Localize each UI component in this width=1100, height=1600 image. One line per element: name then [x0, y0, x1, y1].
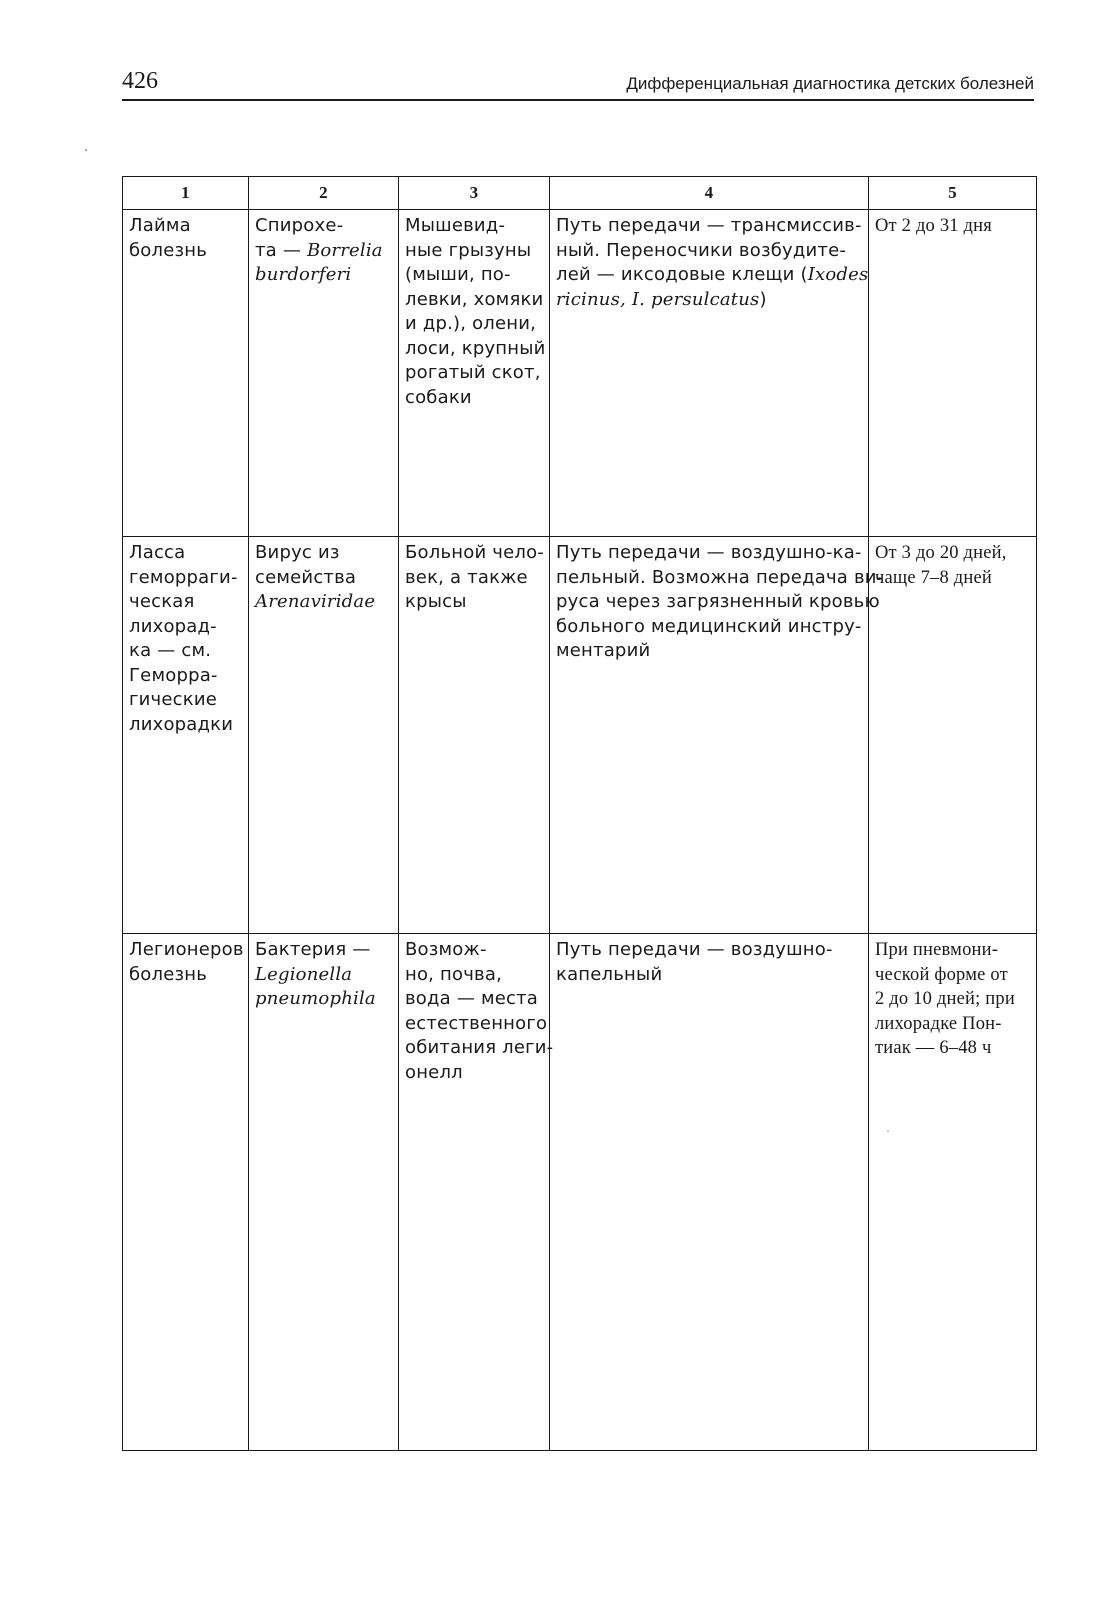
incubation-line: От 3 до 20 дней, — [875, 543, 1007, 563]
transmission-text: Путь передачи — трансмиссив- — [556, 215, 862, 236]
incubation-line: При пневмони- — [875, 940, 999, 960]
disease-line: Лайма — [129, 215, 191, 236]
transmission-text: ) — [759, 288, 767, 310]
transmission-text: ный. Переносчики возбудите- — [556, 239, 847, 261]
source-line: Больной чело- — [405, 542, 544, 563]
transmission-line — [556, 615, 862, 640]
incubation-cell — [869, 210, 1037, 537]
transmission-line — [556, 214, 862, 239]
table-row-lassa-fever — [123, 537, 1037, 934]
agent-latin-name: burdorferi — [255, 264, 352, 285]
transmission-text: капельный — [556, 963, 663, 985]
agent-line — [255, 239, 392, 264]
agent-latin-name: pneumophila — [255, 988, 376, 1009]
source-line: ные грызуны — [405, 239, 532, 261]
vector-latin-name: Ixodes — [807, 264, 869, 285]
source-line: но, почва, — [405, 963, 503, 985]
incubation-line: От 2 до 31 дня — [875, 216, 992, 236]
disease-line: ка — см. — [129, 640, 212, 661]
source-line: (мыши, по- — [405, 264, 511, 285]
transmission-text: лей — иксодовые клещи ( — [556, 264, 808, 285]
transmission-text: больного медицинский инстру- — [556, 615, 862, 637]
disease-line: гические — [129, 689, 218, 710]
source-line: и др.), олени, — [405, 313, 537, 334]
transmission-text: Путь передачи — воздушно- — [556, 939, 833, 960]
transmission-cell — [550, 537, 884, 934]
disease-line: болезнь — [129, 963, 208, 985]
transmission-line — [556, 566, 884, 591]
agent-cell — [249, 934, 399, 1451]
disease-cell — [123, 537, 249, 934]
disease-table — [122, 176, 1037, 1451]
source-line: Мышевид- — [405, 215, 506, 236]
transmission-line — [556, 590, 880, 615]
transmission-cell — [550, 210, 869, 537]
incubation-cell — [869, 934, 1037, 1451]
incubation-line: тиак — 6–48 ч — [875, 1038, 992, 1058]
agent-text: та — — [255, 239, 307, 261]
source-line: обитания леги- — [405, 1037, 554, 1058]
page-header — [122, 66, 1034, 102]
column-header-1: 1 — [123, 177, 249, 210]
agent-line — [255, 541, 392, 566]
table-row-legionnaires-disease — [123, 934, 1037, 1451]
table-row-lyme-disease — [123, 210, 1037, 537]
vector-latin-name: ricinus, I. persulcatus — [556, 288, 760, 310]
incubation-line: лихорадке Пон- — [875, 1013, 1002, 1034]
source-line: Возмож- — [405, 939, 487, 960]
incubation-line: ческой форме от — [875, 964, 1008, 985]
page-number: 426 — [122, 68, 158, 94]
source-cell — [399, 934, 554, 1451]
agent-text: Бактерия — — [255, 939, 371, 960]
agent-line — [255, 566, 392, 591]
agent-line — [255, 214, 392, 239]
transmission-text: руса через загрязненный кровью — [556, 591, 880, 612]
table-header-row — [123, 177, 1037, 210]
source-line: естественного — [405, 1012, 548, 1034]
agent-line — [255, 590, 392, 615]
disease-line: Ласса — [129, 542, 186, 563]
agent-cell — [249, 210, 399, 537]
transmission-line — [556, 288, 862, 313]
disease-line: лихорадки — [129, 713, 234, 735]
agent-line — [255, 938, 392, 963]
agent-line — [255, 987, 392, 1012]
source-line: рогатый скот, — [405, 362, 541, 383]
column-header-2: 2 — [249, 177, 399, 210]
column-header-5: 5 — [869, 177, 1037, 210]
agent-text: Вирус из — [255, 542, 340, 563]
agent-latin-name: Borrelia — [306, 239, 383, 261]
incubation-line: 2 до 10 дней; при — [875, 989, 1015, 1009]
agent-latin-name: Legionella — [255, 963, 353, 985]
disease-line: Геморра- — [129, 664, 218, 686]
source-line: собаки — [405, 386, 472, 408]
incubation-cell — [869, 537, 1037, 934]
source-line: левки, хомяки — [405, 288, 544, 310]
source-cell — [399, 210, 550, 537]
disease-line: геморраги- — [129, 566, 238, 588]
incubation-line: чаще 7–8 дней — [875, 567, 992, 588]
disease-line: болезнь — [129, 239, 208, 261]
agent-line — [255, 963, 392, 988]
source-line: онелл — [405, 1061, 463, 1083]
disease-line: ческая — [129, 591, 195, 612]
disease-cell — [123, 934, 249, 1451]
disease-line: Легионеров — [129, 939, 244, 960]
column-header-4: 4 — [550, 177, 869, 210]
disease-line: лихорад- — [129, 615, 217, 637]
transmission-text: пельный. Возможна передача ви- — [556, 566, 884, 588]
disease-cell — [123, 210, 249, 537]
header-rule — [122, 99, 1034, 101]
scan-speck — [85, 149, 87, 151]
agent-line — [255, 263, 392, 288]
agent-latin-name: Arenaviridae — [255, 591, 376, 612]
source-cell — [399, 537, 550, 934]
agent-cell — [249, 537, 399, 934]
transmission-text: ментарий — [556, 640, 651, 661]
column-header-3: 3 — [399, 177, 550, 210]
agent-text: Спирохе- — [255, 215, 344, 236]
transmission-text: Путь передачи — воздушно-ка- — [556, 542, 862, 563]
transmission-line — [556, 263, 869, 288]
source-line: вода — места — [405, 988, 539, 1009]
source-line: лоси, крупный — [405, 337, 546, 359]
transmission-line — [556, 639, 862, 664]
source-line: век, а также — [405, 566, 528, 588]
agent-text: семейства — [255, 566, 357, 588]
source-line: крысы — [405, 591, 467, 612]
running-title: Дифференциальная диагностика детских болезней — [626, 74, 1034, 93]
transmission-line — [556, 239, 862, 264]
transmission-line — [556, 938, 862, 963]
transmission-line — [556, 963, 862, 988]
transmission-cell — [550, 934, 869, 1451]
transmission-line — [556, 541, 862, 566]
